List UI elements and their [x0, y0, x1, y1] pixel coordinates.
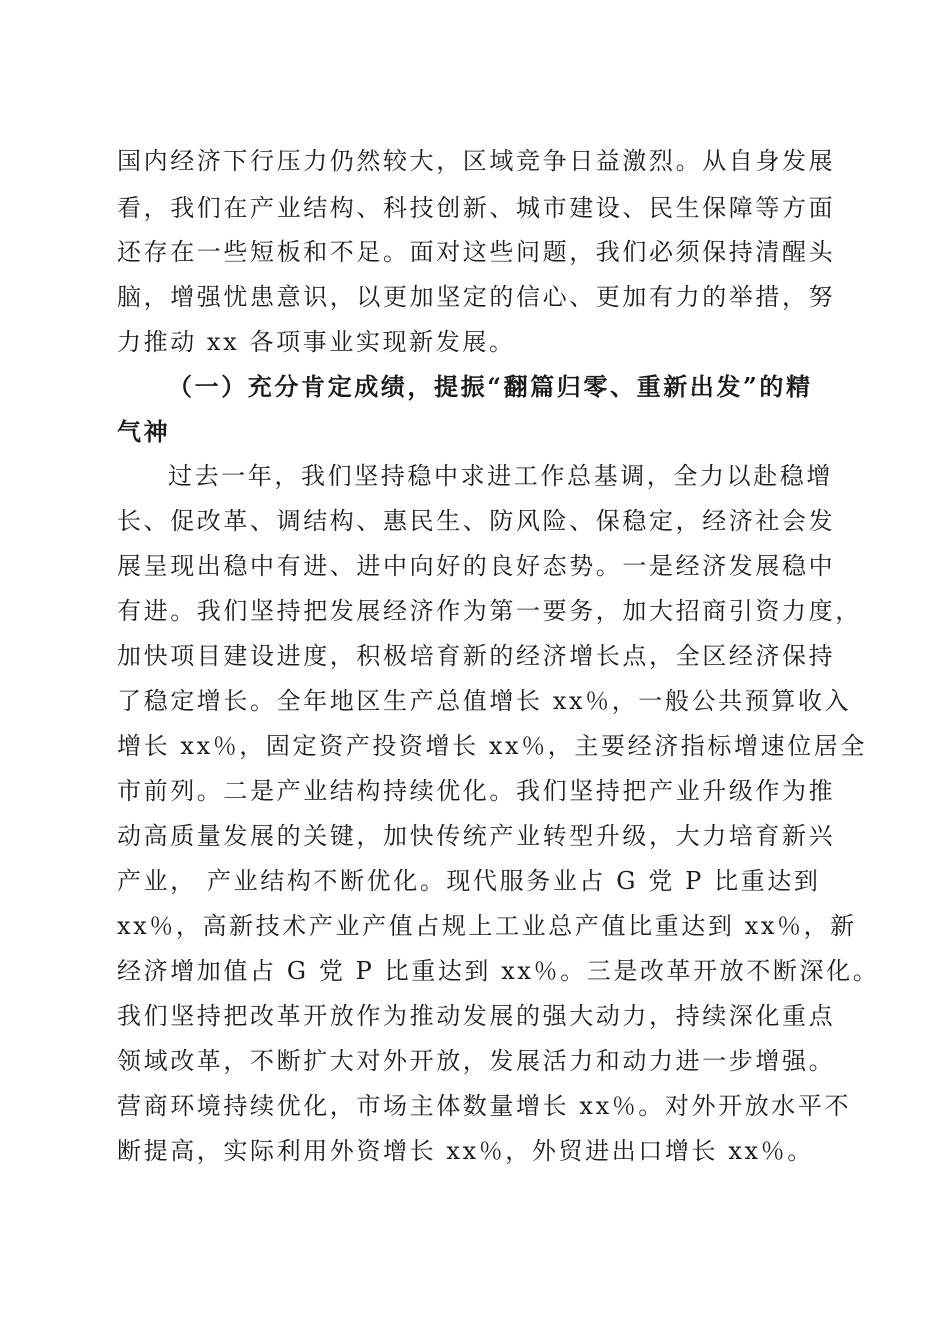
body-line: 领域改革，不断扩大对外开放，发展活力和动力进一步增强。	[117, 1047, 836, 1075]
body-line: 过去一年，我们坚持稳中求进工作总基调，全力以赴稳增	[168, 462, 833, 490]
intro-line: 力推动 xx 各项事业实现新发展。	[117, 328, 516, 356]
intro-line: 看，我们在产业结构、科技创新、城市建设、民生保障等方面	[117, 194, 836, 222]
body-line: xx％，高新技术产业产值占规上工业总产值比重达到 xx％，新	[117, 912, 857, 940]
body-line: 我们坚持把改革开放作为推动发展的强大动力，持续深化重点	[117, 1002, 836, 1030]
body-line: 了稳定增长。全年地区生产总值增长 xx％，一般公共预算收入	[117, 687, 852, 715]
body-line: 长、促改革、调结构、惠民生、防风险、保稳定，经济社会发	[117, 507, 836, 535]
section-heading-continued: 气神	[117, 417, 171, 446]
intro-line: 脑，增强忧患意识，以更加坚定的信心、更加有力的举措，努	[117, 283, 836, 311]
body-line: 动高质量发展的关键，加快传统产业转型升级，大力培育新兴	[117, 822, 836, 850]
body-line: 有进。我们坚持把发展经济作为第一要务，加大招商引资力度，	[117, 597, 862, 625]
body-line: 断提高，实际利用外资增长 xx％，外贸进出口增长 xx％。	[117, 1137, 814, 1165]
body-line: 营商环境持续优化，市场主体数量增长 xx％。对外开放水平不	[117, 1092, 852, 1120]
body-line: 加快项目建设进度，积极培育新的经济增长点，全区经济保持	[117, 642, 836, 670]
body-line: 经济增加值占 G 党 P 比重达到 xx％。三是改革开放不断深化。	[117, 957, 880, 985]
body-line: 产业， 产业结构不断优化。现代服务业占 G 党 P 比重达到	[117, 867, 821, 895]
body-line: 增长 xx％，固定资产投资增长 xx％，主要经济指标增速位居全	[117, 732, 867, 760]
intro-line: 还存在一些短板和不足。面对这些问题，我们必须保持清醒头	[117, 238, 836, 266]
section-heading: （一）充分肯定成绩，提振“翻篇归零、重新出发”的精	[168, 372, 813, 401]
body-line: 市前列。二是产业结构持续优化。我们坚持把产业升级作为推	[117, 777, 836, 805]
body-line: 展呈现出稳中有进、进中向好的良好态势。一是经济发展稳中	[117, 552, 836, 580]
intro-line: 国内经济下行压力仍然较大，区域竞争日益激烈。从自身发展	[117, 147, 836, 175]
